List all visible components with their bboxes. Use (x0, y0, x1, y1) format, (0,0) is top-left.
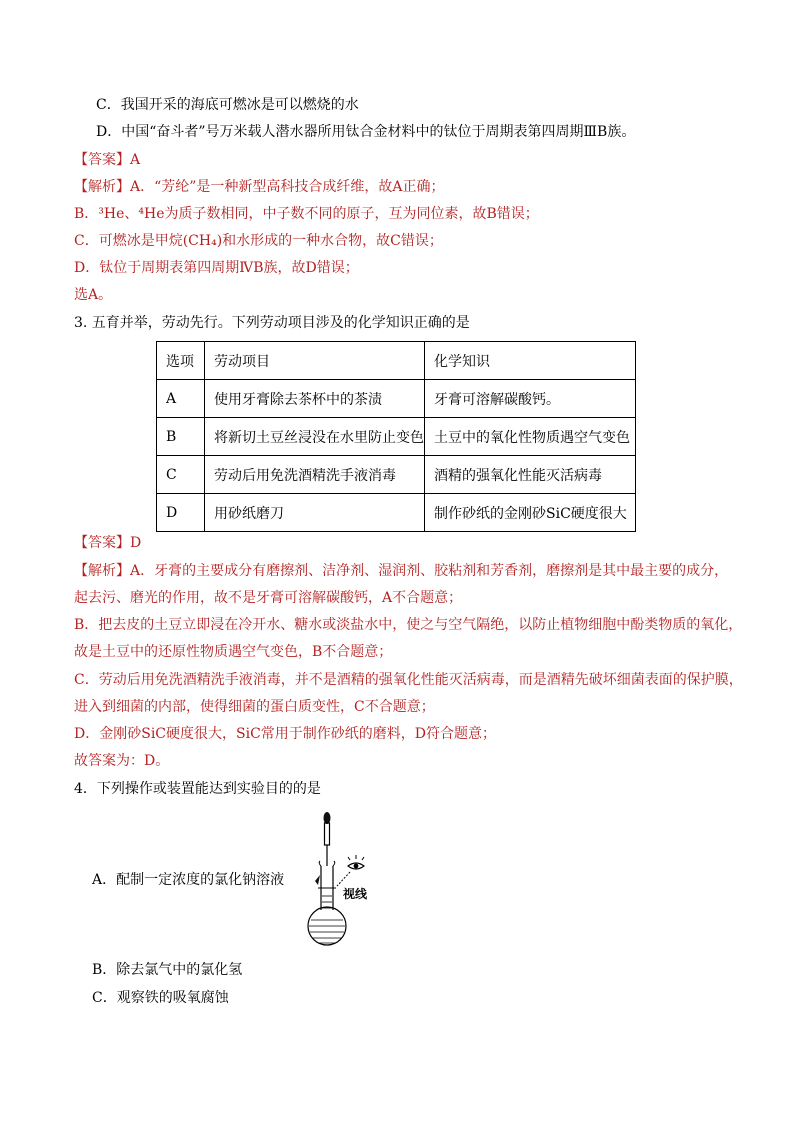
table-cell: C (157, 456, 205, 494)
eye-icon (337, 855, 364, 886)
table-header-cell: 化学知识 (425, 342, 636, 380)
analysis-line: 故是土豆中的还原性物质遇空气变色，B不合题意； (74, 644, 393, 660)
table-header-row (157, 342, 636, 380)
table-cell: D (157, 494, 205, 532)
analysis-line: 起去污、磨光的作用，故不是牙膏可溶解碳酸钙，A不合题意； (74, 590, 463, 606)
analysis-line: C．可燃冰是甲烷(CH₄)和水形成的一种水合物，故C错误； (74, 233, 443, 249)
table-row (157, 380, 636, 418)
analysis-line: D．金刚砂SiC硬度很大，SiC常用于制作砂纸的磨料，D符合题意； (74, 726, 497, 742)
analysis-line: B．³He、⁴He为质子数相同，中子数不同的原子，互为同位素，故B错误； (74, 206, 539, 222)
table-row (157, 418, 636, 456)
table-cell: 牙膏可溶解碳酸钙。 (425, 380, 636, 418)
option-d-text: D．中国“奋斗者”号万米载人潜水器所用钛合金材料中的钛位于周期表第四周期ⅢB族。 (96, 124, 636, 140)
option-4a: A．配制一定浓度的氯化钠溶液 (92, 872, 285, 888)
table-cell: 制作砂纸的金刚砂SiC硬度很大 (425, 494, 636, 532)
sightline-label: 视线 (343, 887, 368, 901)
table-cell: 将新切土豆丝浸没在水里防止变色 (205, 418, 425, 456)
analysis-line: 进入到细菌的内部，使得细菌的蛋白质变性，C不合题意； (74, 699, 435, 715)
option-4c: C．观察铁的吸氧腐蚀 (92, 990, 229, 1006)
flask-icon (308, 861, 346, 945)
table-row (157, 494, 636, 532)
table-cell: B (157, 418, 205, 456)
option-c-text: C．我国开采的海底可燃冰是可以燃烧的水 (96, 97, 359, 113)
option-4b: B．除去氯气中的氯化氢 (92, 962, 243, 978)
answer-label: 【答案】A (74, 152, 141, 168)
question-4: 4．下列操作或装置能达到实验目的的是 (74, 781, 321, 797)
volumetric-flask-figure (296, 808, 386, 950)
answer-label: 【答案】D (74, 535, 142, 551)
table-header-cell: 选项 (157, 342, 205, 380)
table-cell: 酒精的强氧化性能灭活病毒 (425, 456, 636, 494)
table-cell: 使用牙膏除去茶杯中的茶渍 (205, 380, 425, 418)
analysis-line: 故答案为：D。 (74, 753, 170, 769)
question-3: 3. 五育并举，劳动先行。下列劳动项目涉及的化学知识正确的是 (74, 315, 470, 331)
analysis-line: 【解析】A．牙膏的主要成分有磨擦剂、洁净剂、湿润剂、胶粘剂和芳香剂，磨擦剂是其中最主要的成分， (74, 563, 729, 579)
table-row (157, 456, 636, 494)
table-cell: 土豆中的氧化性物质遇空气变色 (425, 418, 636, 456)
analysis-line: B．把去皮的土豆立即浸在冷开水、糖水或淡盐水中，使之与空气隔绝，以防止植物细胞中酚类物质的氧化， (74, 617, 743, 633)
analysis-line: 选A。 (74, 287, 113, 303)
dropper-icon (324, 812, 331, 866)
analysis-line: D．钛位于周期表第四周期ⅣB族，故D错误； (74, 260, 359, 276)
options-table (156, 341, 636, 532)
table-cell: 用砂纸磨刀 (205, 494, 425, 532)
table-cell: A (157, 380, 205, 418)
table-cell: 劳动后用免洗酒精洗手液消毒 (205, 456, 425, 494)
analysis-line: 【解析】A．“芳纶”是一种新型高科技合成纤维，故A正确； (74, 179, 445, 195)
table-header-cell: 劳动项目 (205, 342, 425, 380)
analysis-line: C．劳动后用免洗酒精洗手液消毒，并不是酒精的强氧化性能灭活病毒，而是酒精先破坏细菌表面的保护膜， (74, 672, 743, 688)
